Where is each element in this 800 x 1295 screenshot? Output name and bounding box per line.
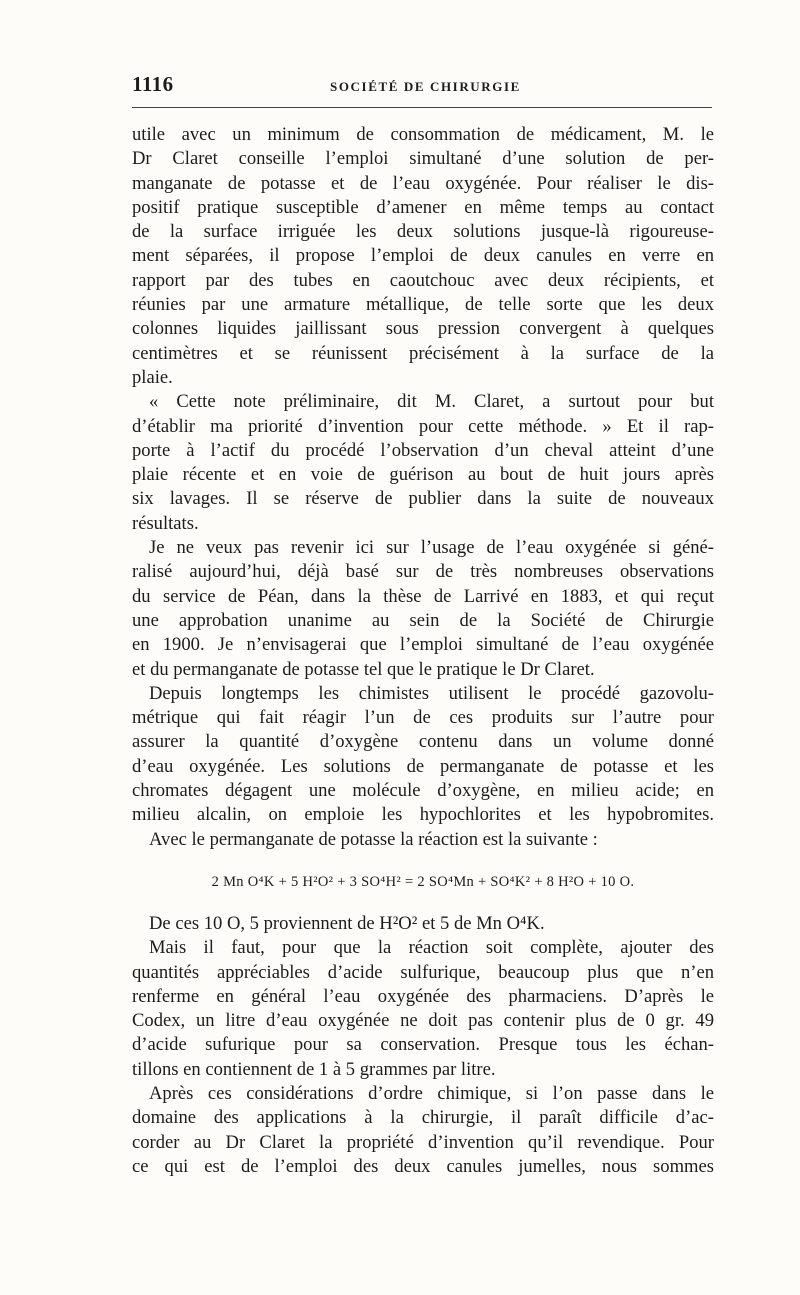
running-head: SOCIÉTÉ DE CHIRURGIE [330, 79, 521, 94]
text-line: d’eau oxygénée. Les solutions de permanganate de potasse et les [132, 755, 714, 777]
text-line: rapport par des tubes en caoutchouc avec deux récipients, et [132, 269, 714, 291]
text-line: quantités appréciables d’acide sulfurique, beaucoup plus que n’en [132, 961, 714, 983]
text-line: Je ne veux pas revenir ici sur l’usage de l’eau oxygénée si géné- [149, 537, 714, 559]
text-line: De ces 10 O, 5 proviennent de H²O² et 5 de Mn O⁴K. [149, 912, 545, 934]
text-line: réunies par une armature métallique, de telle sorte que les deux [132, 294, 714, 316]
text-line: Après ces considérations d’ordre chimique, si l’on passe dans le [149, 1082, 714, 1104]
text-line: Dr Claret conseille l’emploi simultané d’une solution de per- [132, 148, 714, 170]
text-line: centimètres et se réunissent précisément à la surface de la [132, 342, 714, 364]
text-line: d’acide sufurique pour sa conservation. Presque tous les échan- [132, 1034, 714, 1056]
text-line: corder au Dr Claret la propriété d’invention qu’il revendique. Pour [132, 1131, 714, 1153]
text-line: positif pratique susceptible d’amener en même temps au contact [132, 196, 714, 218]
text-line: d’établir ma priorité d’invention pour cette méthode. » Et il rap- [132, 415, 714, 437]
page-header [132, 72, 712, 98]
text-line: tillons en contiennent de 1 à 5 grammes par litre. [132, 1058, 496, 1080]
text-line: ment séparées, il propose l’emploi de deux canules en verre en [132, 245, 714, 267]
text-line: en 1900. Je n’envisagerai que l’emploi simultané de l’eau oxygénée [132, 634, 714, 656]
text-line: de la surface irriguée les deux solutions jusque-là rigoureuse- [132, 221, 714, 243]
text-line: Depuis longtemps les chimistes utilisent le procédé gazovolu- [149, 682, 714, 704]
page-number: 1116 [132, 72, 174, 96]
text-line: utile avec un minimum de consommation de médicament, M. le [132, 124, 714, 145]
text-line: renferme en général l’eau oxygénée des pharmaciens. D’après le [132, 985, 714, 1007]
text-line: ce qui est de l’emploi des deux canules jumelles, nous sommes [132, 1155, 714, 1177]
header-rule [132, 107, 712, 108]
text-line: Mais il faut, pour que la réaction soit complète, ajouter des [149, 937, 714, 959]
text-line: du service de Péan, dans la thèse de Larrivé en 1883, et qui reçut [132, 585, 714, 607]
text-line: milieu alcalin, on emploie les hypochlorites et les hypobromites. [132, 804, 714, 826]
text-line: et du permanganate de potasse tel que le pratique le Dr Claret. [132, 658, 595, 680]
text-line: manganate de potasse et de l’eau oxygénée. Pour réaliser le dis- [132, 172, 714, 194]
text-line: plaie récente et en voie de guérison au bout de huit jours après [132, 464, 714, 486]
text-line: Avec le permanganate de potasse la réaction est la suivante : [149, 828, 598, 850]
text-line: domaine des applications à la chirurgie, il paraît difficile d’ac- [132, 1107, 714, 1129]
text-line: métrique qui fait réagir l’un de ces produits sur l’autre pour [132, 707, 714, 729]
text-line: porte à l’actif du procédé l’observation d’un cheval atteint d’une [132, 439, 714, 461]
text-line: Codex, un litre d’eau oxygénée ne doit pas contenir plus de 0 gr. 49 [132, 1010, 714, 1032]
text-line: ralisé aujourd’hui, déjà basé sur de très nombreuses observations [132, 561, 714, 583]
text-line: résultats. [132, 512, 199, 534]
text-line: six lavages. Il se réserve de publier dans la suite de nouveaux [132, 488, 714, 510]
text-line: chromates dégagent une molécule d’oxygène, en milieu acide; en [132, 780, 714, 802]
text-line: une approbation unanime au sein de la Société de Chirurgie [132, 609, 714, 631]
chemical-equation: 2 Mn O⁴K + 5 H²O² + 3 SO⁴H² = 2 SO⁴Mn + SO⁴K² + 8 H²O + 10 O. [211, 873, 635, 890]
text-line: « Cette note préliminaire, dit M. Claret, a surtout pour but [149, 391, 714, 413]
text-line: plaie. [132, 366, 173, 388]
text-line: assurer la quantité d’oxygène contenu dans un volume donné [132, 731, 714, 753]
text-line: colonnes liquides jaillissant sous pression convergent à quelques [132, 318, 714, 340]
body-text [132, 123, 714, 1179]
